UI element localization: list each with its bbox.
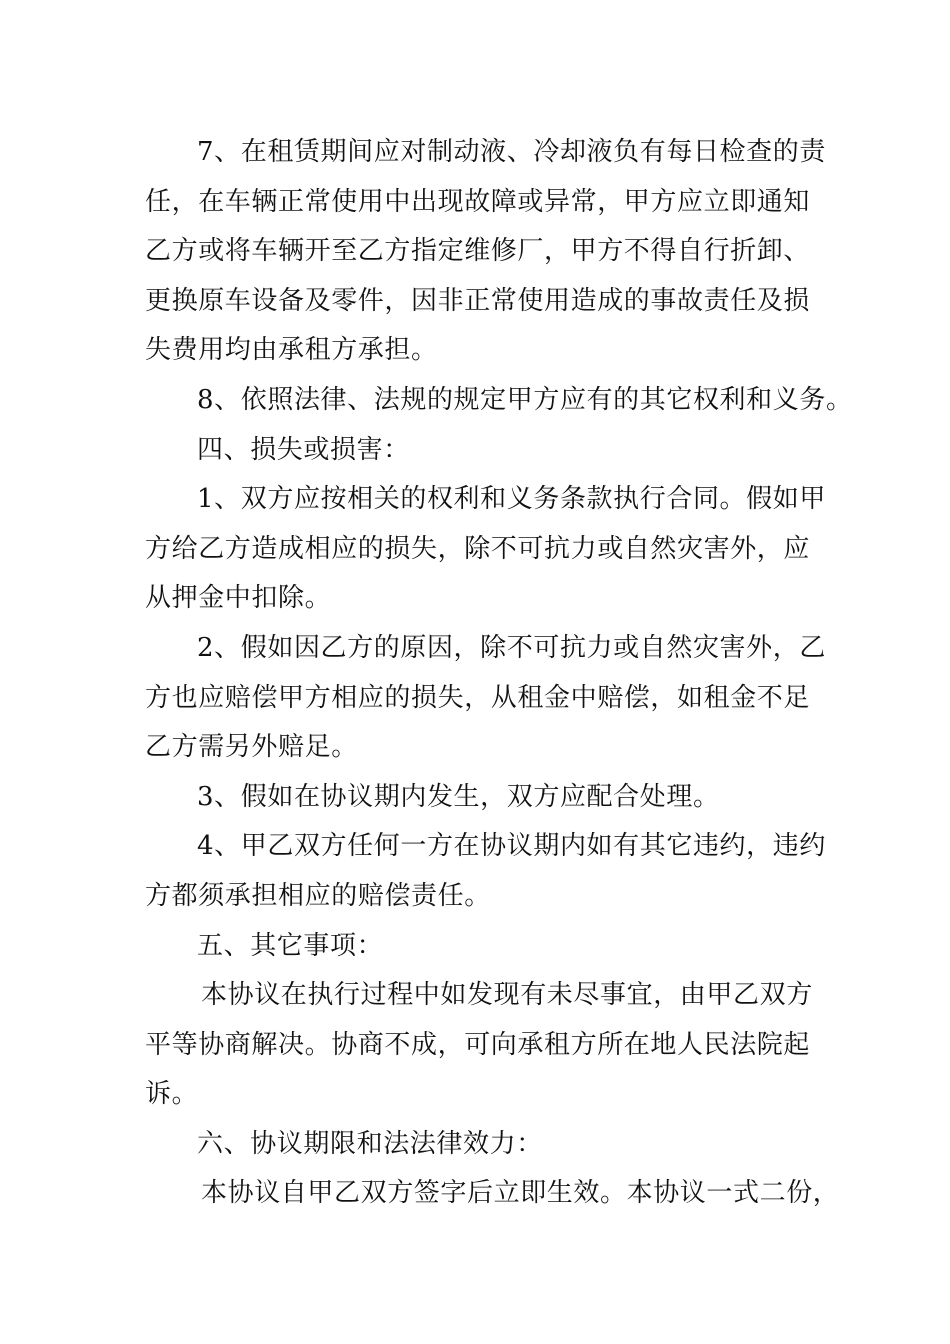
text-line: 诉。: [145, 1079, 199, 1110]
text-line: 本协议自甲乙双方签字后立即生效。本协议一式二份，: [201, 1178, 840, 1209]
s5-body: [145, 971, 815, 1120]
text-line: 乙方或将车辆开至乙方指定维修厂，甲方不得自行折卸、: [145, 236, 811, 267]
text-line: 任，在车辆正常使用中出现故障或异常，甲方应立即通知: [145, 186, 811, 217]
text-line: 方给乙方造成相应的损失，除不可抗力或自然灾害外，应: [145, 533, 811, 564]
section-heading: 四、损失或损害：: [197, 434, 410, 465]
s6-body: [145, 1169, 840, 1219]
document-body: [145, 128, 853, 1219]
clause-8: [145, 376, 853, 426]
text-line: 平等协商解决。协商不成，可向承租方所在地人民法院起: [145, 1029, 811, 1060]
text-line: 失费用均由承租方承担。: [145, 335, 438, 366]
text-line: 从押金中扣除。: [145, 583, 332, 614]
s4-clause-3: [145, 773, 815, 823]
text-line: 3、假如在协议期内发生，双方应配合处理。: [197, 781, 720, 812]
clause-7: [145, 128, 826, 376]
section-heading-4: [145, 426, 815, 476]
text-line: 7、在租赁期间应对制动液、冷却液负有每日检查的责: [197, 137, 826, 167]
section-heading: 六、协议期限和法法律效力：: [197, 1128, 543, 1159]
text-line: 4、甲乙双方任何一方在协议期内如有其它违约，违约: [197, 831, 826, 862]
text-line: 8、依照法律、法规的规定甲方应有的其它权利和义务。: [197, 384, 853, 415]
text-line: 方也应赔偿甲方相应的损失，从租金中赔偿，如租金不足: [145, 682, 811, 713]
text-line: 方都须承担相应的赔偿责任。: [145, 880, 491, 911]
section-heading: 五、其它事项：: [197, 930, 384, 961]
s4-clause-1: [145, 475, 826, 624]
text-line: 1、双方应按相关的权利和义务条款执行合同。假如甲: [197, 484, 826, 515]
s4-clause-2: [145, 624, 826, 773]
section-heading-5: [145, 922, 815, 972]
text-line: 更换原车设备及零件，因非正常使用造成的事故责任及损: [145, 285, 811, 316]
s4-clause-4: [145, 822, 826, 921]
section-heading-6: [145, 1120, 815, 1170]
text-line: 乙方需另外赔足。: [145, 732, 358, 763]
text-line: 2、假如因乙方的原因，除不可抗力或自然灾害外，乙: [197, 632, 826, 663]
text-line: 本协议在执行过程中如发现有未尽事宜，由甲乙双方: [201, 980, 813, 1011]
